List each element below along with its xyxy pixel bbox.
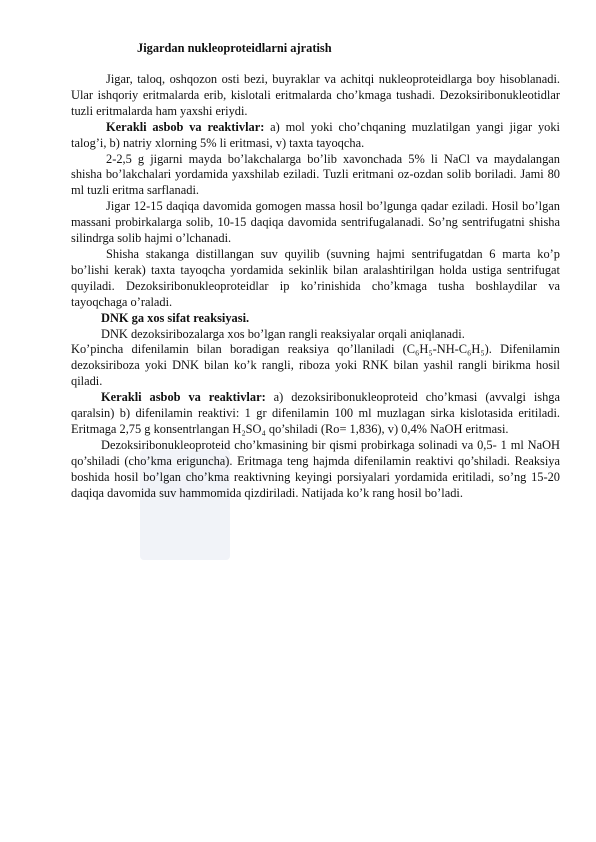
materials-label-2: Kerakli asbob va reaktivlar:: [101, 390, 266, 405]
materials-text-1: a) mol yoki cho’chqaning muzlatilgan yangi jigar yoki talog’i, b) natriy xlorning 5% li eritmasi, v) taxta tayoqcha.: [71, 119, 560, 150]
section-heading-dna: [71, 311, 560, 327]
paragraph-materials-1: [71, 120, 560, 152]
section-heading-text: DNK ga xos sifat reaksiyasi.: [101, 310, 250, 325]
paragraph-procedure-3: Shisha stakanga distillangan suv quyilib (suvning hajmi sentrifugatdan 6 marta ko’p bo’lishi kerak) taxta tayoqcha yordamida sekinlik bilan aralashtirilgan holda ustiga sentrifugat quyiladi. Dezoksiribonukleoproteidlar ip ko’rinishida cho’kmaga tusha boshlaydilar va tayoqchaga o’raladi.: [71, 246, 560, 309]
paragraph-diphenylamine: Ko’pincha difenilamin bilan boradigan reaksiya qo’llaniladi (C₆H₅-NH-C₆H₅). Difenilamin dezoksiriboza yoki DNK bilan ko’k rangli, riboza yoki RNK bilan yashil rangli birikma hosil qiladi.: [71, 342, 560, 389]
paragraph-intro: Jigar, taloq, oshqozon osti bezi, buyraklar va achitqi nukleoproteidlarga boy hisoblanadi. Ular ishqoriy eritmalarda erib, kislotali eritmalarda cho’kmaga tushadi. Dezoksiribonukleotidlar tuzli eritmalarda ham yaxshi eriydi.: [71, 72, 560, 118]
materials-label-1: Kerakli asbob va reaktivlar:: [106, 119, 265, 134]
paragraph-procedure-1: 2-2,5 g jigarni mayda bo’lakchalarga bo’lib xavonchada 5% li NaCl va maydalangan shisha bo’lakchalari yordamida yaxshilab eziladi. Tuzli eritmani oz-ozdan solib boriladi. Jami 80 ml tuzli eritma sarflanadi.: [71, 151, 560, 198]
paragraph-dna-intro: DNK dezoksiribozalarga xos bo’lgan rangli reaksiyalar orqali aniqlanadi.: [101, 326, 465, 341]
materials-text-2: a) dezoksiribonukleoproteid cho’kmasi (avvalgi ishga qaralsin) b) difenilamin reaktivi: 1 gr difenilamin 100 ml muzlagan sirka kislotasida eritiladi. Eritmaga 2,75 g konsentrlangan H₂SO₄ qo’shiladi (Ro= 1,836), v) 0,4% NaOH eritmasi.: [71, 390, 560, 436]
page-title: Jigardan nukleoproteidlarni ajratish: [137, 41, 332, 55]
paragraph-procedure-2: Jigar 12-15 daqiqa davomida gomogen massa hosil bo’lgunga qadar eziladi. Hosil bo’lgan massani probirkalarga solib, 10-15 daqiqa davomida sentrifugalanadi. So’ng sentrifugatni shisha silindrga solib hajmi o’lchanadi.: [71, 199, 560, 246]
body-text: [71, 72, 560, 501]
paragraph-procedure-4: Dezoksiribonukleoproteid cho’kmasining bir qismi probirkaga solinadi va 0,5- 1 ml NaOH qo’shiladi (cho’kma eriguncha). Eritmaga teng hajmda difenilamin reaktivi qo’shiladi. Reaksiya boshida hosil bo’lgan cho’kma reaktivning keyingi porsiyalari yordamida eritiladi, so’ng 15-20 daqiqa davomida suv hammomida qizdiriladi. Natijada ko’k rang hosil bo’ladi.: [71, 437, 560, 500]
paragraph-materials-2: [71, 390, 560, 438]
